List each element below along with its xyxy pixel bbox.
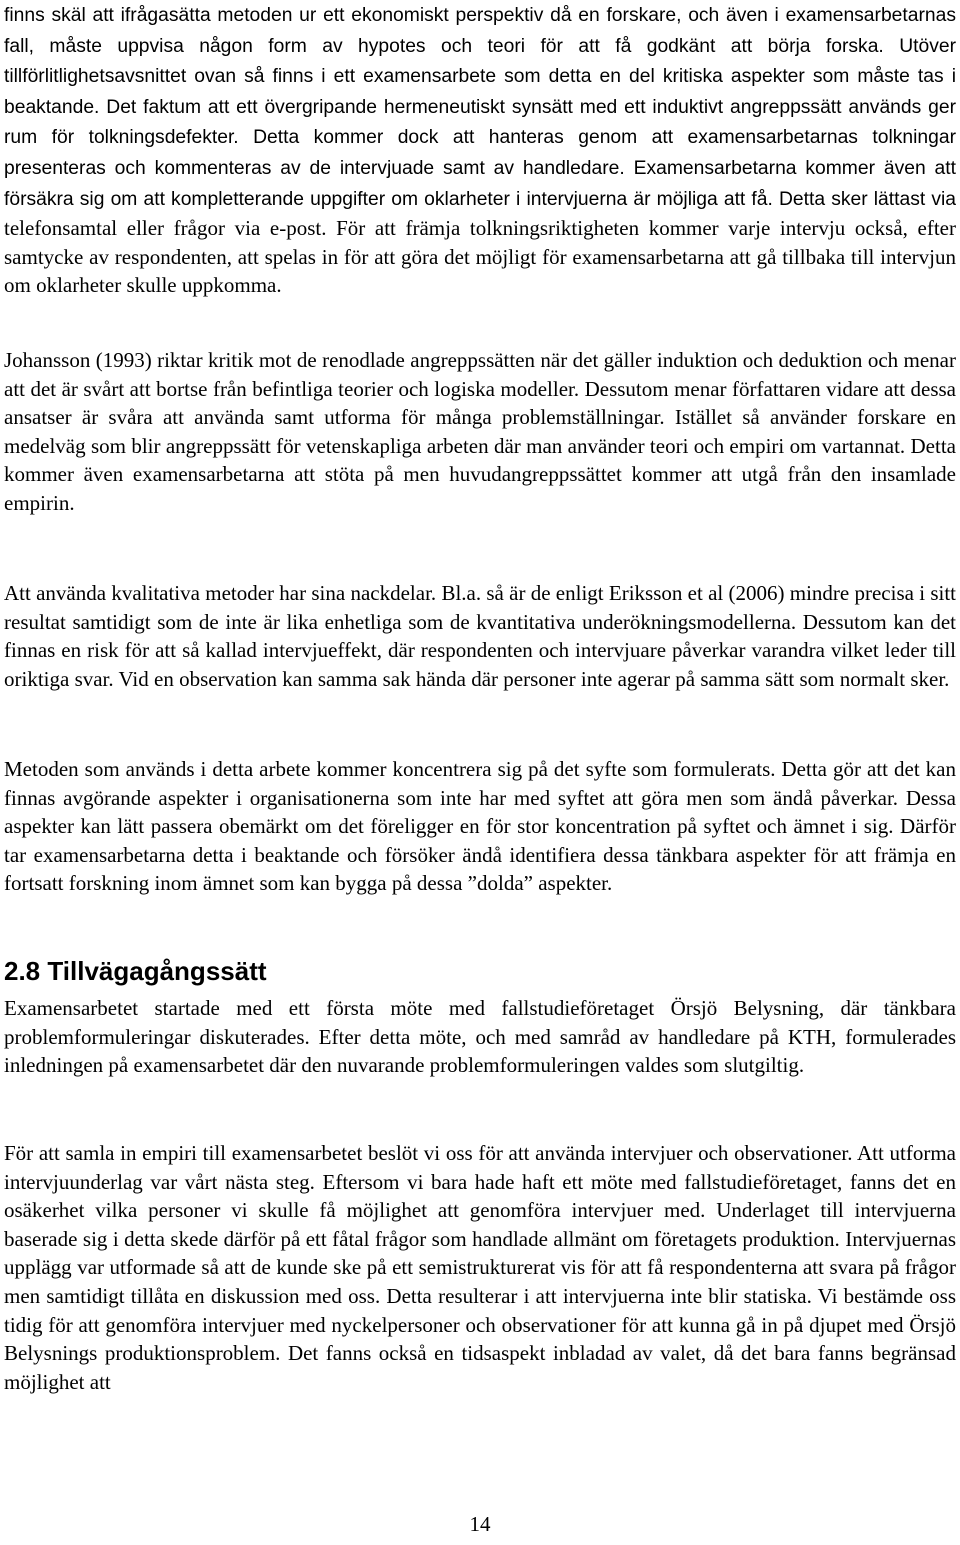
section-heading: 2.8 Tillvägagångssätt: [4, 956, 267, 986]
paragraph-qualitative-drawbacks: Att använda kvalitativa metoder har sina nackdelar. Bl.a. så är de enligt Eriksson et al (2006) mindre precisa i sitt resultat samtidigt som de inte är lika enhetliga som de kvantitativa underökningsmodellerna. Dessutom kan det finnas en risk för att så kallad intervjueffekt, där respondenten och intervjuare påverkar varandra vilket leder till oriktiga svar. Vid en observation kan samma sak hända där personer inte agerar på samma sätt som normalt sker.: [4, 581, 956, 691]
paragraph-johansson: Johansson (1993) riktar kritik mot de renodlade angreppssätten när det gäller induktion och deduktion och menar att det är svårt att bortse från befintliga teorier och logiska modeller. Dessutom menar författaren vidare att dessa ansatser är svåra att använda samt utforma för många problemställningar. Istället så använder forskare en medelväg som blir angreppssätt för vetenskapliga arbeten där man använder teori och empiri om vartannat. Detta kommer även examensarbetarna att stöta på men huvudangreppssättet kommer att utgå från den insamlade empirin.: [4, 348, 956, 515]
paragraph-serif-text: telefonsamtal eller frågor via e-post. För att främja tolkningsriktigheten kommer varje intervju också, efter samtycke av respondenten, att spelas in för att göra det möjligt för examensarbetarna att gå tillbaka till intervjun om oklarheter skulle uppkomma.: [4, 216, 956, 298]
paragraph-method-critique: [4, 0, 956, 300]
paragraph-data-collection: För att samla in empiri till examensarbetet beslöt vi oss för att använda intervjuer och observationer. Att utforma intervjuunderlag var vårt nästa steg. Eftersom vi bara hade haft ett möte med fallstudieföretaget, fanns det en osäkerhet vilka personer vi skulle få möjlighet att genomföra intervjuer med. Underlaget till intervjuerna baserade sig i detta skede därför på ett fåtal frågor som handlade allmänt om företagets produktion. Intervjuernas upplägg var utformade så att de kunde ske på ett semistrukturerat vis för att få respondenterna att svara på frågor men samtidigt tillåta en diskussion med oss. Detta resulterar i att intervjuerna inte blir statiska. Vi bestämde oss tidig för att genomföra intervjuer med nyckelpersoner och observationer för att kunna gå in på djupet med Örsjö Belysnings produktionsproblem. Det fanns också en tidsaspekt inbladad av valet, då det bara fanns begränsad möjlighet att: [4, 1141, 956, 1394]
paragraph-procedure-start: Examensarbetet startade med ett första möte med fallstudieföretaget Örsjö Belysning, där tänkbara problemformuleringar diskuterades. Efter detta möte, och med samråd av handledare på KTH, formulerades inledningen på examensarbetet där den nuvarande problemformuleringen valdes som slutgiltig.: [4, 996, 956, 1078]
paragraph-method-focus: Metoden som används i detta arbete kommer koncentrera sig på det syfte som formulerats. Detta gör att det kan finnas avgörande aspekter i organisationerna som inte har med syftet att göra men som ändå påverkar. Dessa aspekter kan lätt passera obemärkt om det föreligger en för stor koncentration på syftet och ämnet i sig. Därför tar examensarbetarna detta i beaktande och försöker ändå identifiera dessa tänkbara aspekter för att främja en fortsatt forskning inom ämnet som kan bygga på dessa ”dolda” aspekter.: [4, 757, 956, 896]
page-number: 14: [469, 1512, 491, 1536]
paragraph-sans-text: finns skäl att ifrågasätta metoden ur ett ekonomiskt perspektiv då en forskare, och även i examensarbetarnas fall, måste uppvisa någon form av hypotes och teori för att få godkänt att börja forska. Utöver tillförlitlighetsavsnittet ovan så finns i ett examensarbete som detta en del kritiska aspekter som måste tas i beaktande. Det faktum att ett övergripande hermeneutiskt synsätt med ett induktivt angreppssätt används ger rum för tolkningsdefekter. Detta kommer dock att hanteras genom att examensarbetarnas tolkningar presenteras och kommenteras av de intervjuade samt av handledare. Examensarbetarna kommer även att försäkra sig om att kompletterande uppgifter om oklarheter i intervjuerna är möjliga att få. Detta sker lättast via: [4, 5, 956, 210]
